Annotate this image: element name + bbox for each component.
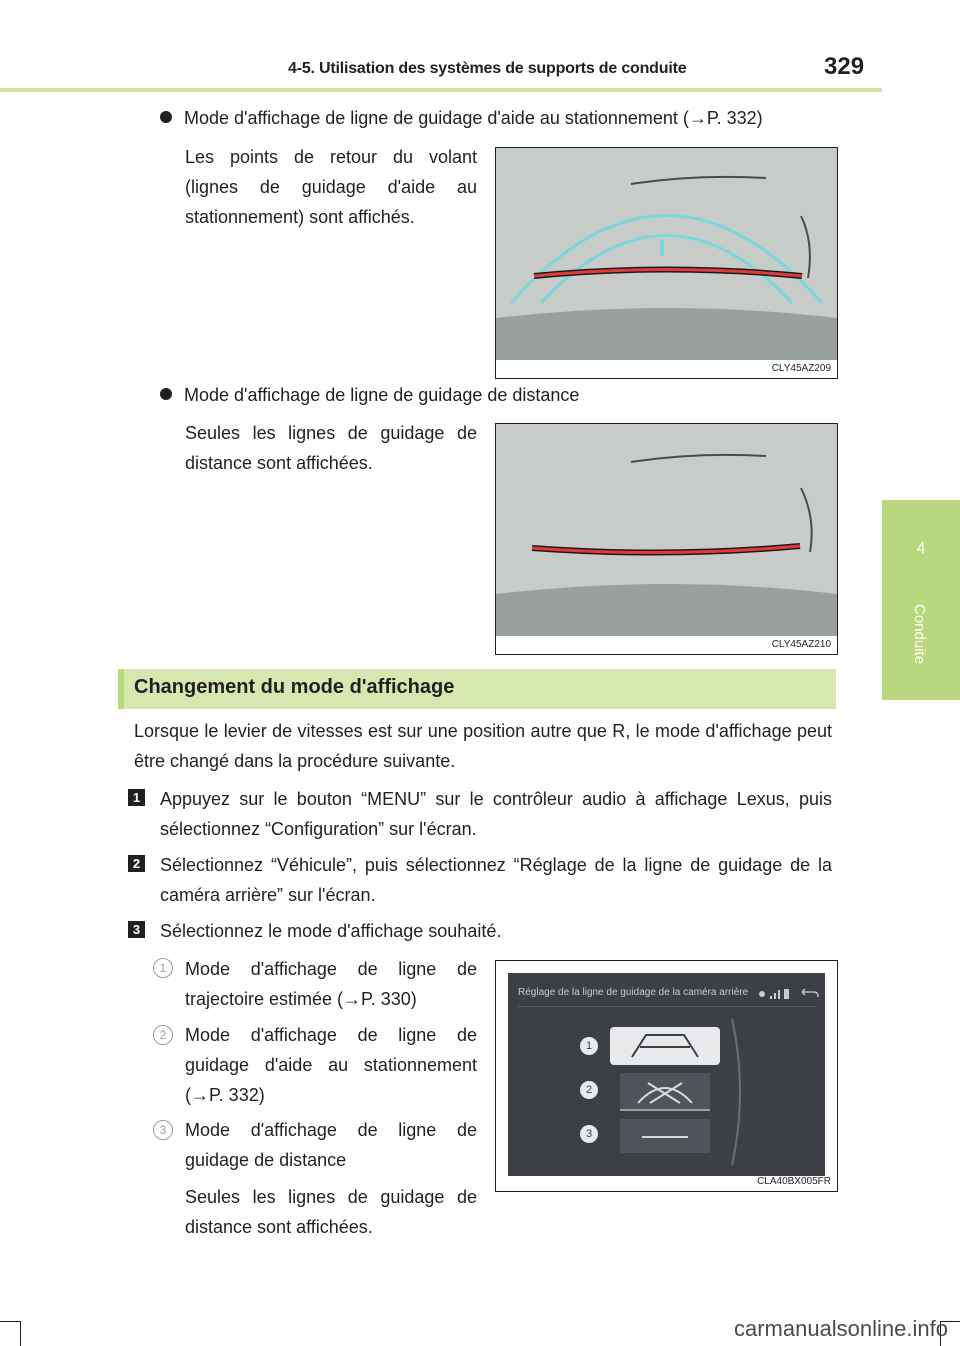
callout-2: 2 (580, 1081, 598, 1099)
option-2-text: Mode d'affichage de ligne de guidage d'aide au stationnement (→P. 332) (185, 1025, 477, 1105)
watermark: carmanualsonline.info (733, 1316, 948, 1341)
distance-mode-description: Seules les lignes de guidage de distance sont affichées. (185, 423, 477, 473)
step-1-text: Appuyez sur le bouton “MENU” sur le contrôleur audio à affichage Lexus, puis sélectionnez “Configuration” sur l'écran. (160, 789, 832, 839)
trajectory-lines-icon (610, 1027, 720, 1065)
parking-mode-description: Les points de retour du volant (lignes de guidage d'aide au stationnement) sont affichés. (185, 147, 477, 227)
section-heading-accent (118, 669, 124, 709)
header-rule (0, 88, 882, 92)
crop-mark (0, 1321, 20, 1322)
screen-title: Réglage de la ligne de guidage de la caméra arrière (518, 987, 749, 998)
bullet-parking-text: Mode d'affichage de ligne de guidage d'aide au stationnement (→P. 332) (184, 108, 763, 128)
screen-divider (518, 1006, 815, 1007)
screen-option-1[interactable] (610, 1027, 720, 1065)
chapter-label (882, 600, 960, 680)
status-icons (756, 987, 821, 1001)
distance-lines-icon (620, 1119, 710, 1153)
step-2-text: Sélectionnez “Véhicule”, puis sélectionnez “Réglage de la ligne de guidage de la caméra arrière” sur l'écran. (160, 855, 832, 905)
distance-guide-image (495, 423, 838, 655)
callout-1: 1 (580, 1037, 598, 1055)
running-header: 4-5. Utilisation des systèmes de supports de conduite (288, 60, 687, 77)
chapter-number: 4 (916, 540, 926, 557)
option-number-1: 1 (153, 958, 173, 978)
parking-guide-image (495, 147, 838, 379)
screen-option-2[interactable] (620, 1073, 710, 1111)
image-code: CLA40BX005FR (757, 1176, 831, 1187)
settings-screen-image (495, 960, 838, 1192)
option-3-note: Seules les lignes de guidage de distance sont affichées. (185, 1187, 477, 1237)
image-code: CLY45AZ210 (771, 639, 831, 650)
bullet-parking-mode (160, 103, 840, 133)
bullet-dot-icon (160, 111, 172, 123)
scroll-arc (730, 1017, 750, 1167)
option-number-3: 3 (153, 1120, 173, 1140)
screen-option-3[interactable] (620, 1119, 710, 1153)
section-title: Changement du mode d'affichage (134, 676, 455, 698)
step-number-2: 2 (128, 855, 145, 872)
bullet-dot-icon (160, 388, 172, 400)
image-code: CLY45AZ209 (771, 363, 831, 374)
step-number-1: 1 (128, 789, 145, 806)
step-number-3: 3 (128, 921, 145, 938)
option-1-text: Mode d'affichage de ligne de trajectoire estimée (→P. 330) (185, 959, 477, 1009)
page-number: 329 (824, 53, 865, 80)
distance-guide-illustration (496, 424, 837, 654)
section-heading (118, 669, 836, 709)
screen-display (508, 973, 825, 1176)
option-number-2: 2 (153, 1025, 173, 1045)
option-3-text: Mode d'affichage de ligne de guidage de distance (185, 1120, 477, 1170)
section-intro: Lorsque le levier de vitesses est sur une position autre que R, le mode d'affichage peut être changé dans la procédure suivante. (134, 721, 832, 771)
chapter-label-text: Conduite (911, 604, 928, 665)
bullet-distance-mode (160, 380, 840, 410)
parking-guide-illustration (496, 148, 837, 378)
crop-mark (20, 1321, 21, 1346)
callout-3: 3 (580, 1125, 598, 1143)
parking-assist-lines-icon (620, 1073, 710, 1109)
bullet-distance-text: Mode d'affichage de ligne de guidage de distance (184, 385, 580, 405)
step-3-text: Sélectionnez le mode d'affichage souhaité. (160, 921, 502, 941)
